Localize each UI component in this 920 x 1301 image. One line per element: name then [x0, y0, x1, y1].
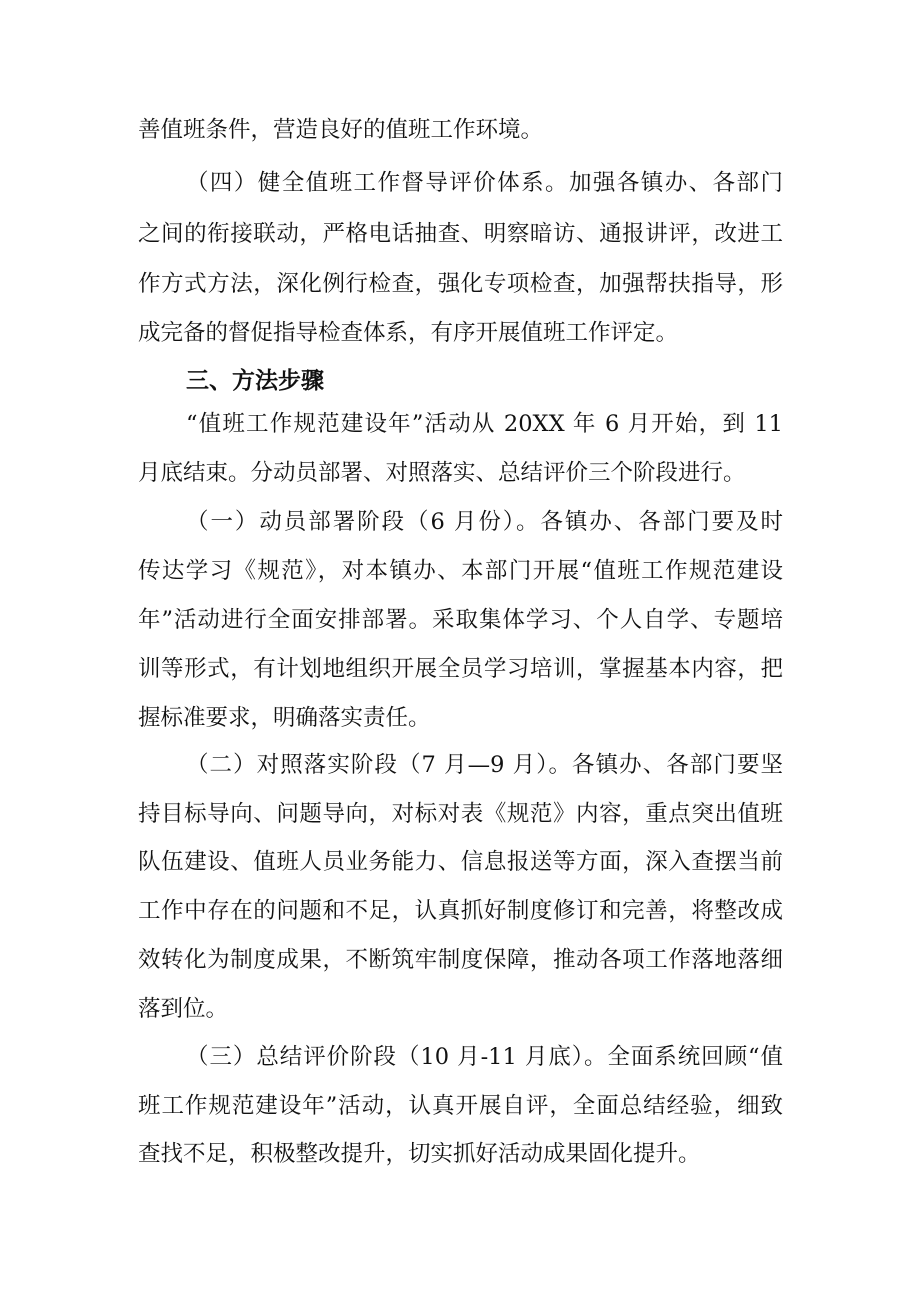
- paragraph-line: 月底结束。分动员部署、对照落实、总结评价三个阶段进行。: [138, 460, 746, 486]
- paragraph-line: （一）动员部署阶段（6 月份）。各镇办、各部门要及时: [186, 509, 783, 535]
- paragraph-line: 之间的衔接联动，严格电话抽查、明察暗访、通报讲评，改进工: [138, 221, 783, 247]
- paragraph-line: 传达学习《规范》，对本镇办、本部门开展“值班工作规范建设: [138, 558, 783, 584]
- paragraph-line: 效转化为制度成果，不断筑牢制度保障，推动各项工作落地落细: [138, 947, 783, 973]
- paragraph-line: （三）总结评价阶段（10 月-11 月底）。全面系统回顾“值: [186, 1044, 783, 1070]
- paragraph-line: 训等形式，有计划地组织开展全员学习培训，掌握基本内容，把: [138, 656, 783, 682]
- paragraph-line: 持目标导向、问题导向，对标对表《规范》内容，重点突出值班: [138, 801, 783, 827]
- paragraph-line: （二）对照落实阶段（7 月—9 月）。各镇办、各部门要坚: [186, 752, 783, 778]
- paragraph-line: 班工作规范建设年”活动，认真开展自评，全面总结经验，细致: [138, 1093, 783, 1119]
- paragraph-line: 工作中存在的问题和不足，认真抓好制度修订和完善，将整改成: [138, 898, 783, 924]
- paragraph-line: （四）健全值班工作督导评价体系。加强各镇办、各部门: [186, 170, 783, 196]
- paragraph-line: 落到位。: [138, 996, 229, 1022]
- paragraph-line: 握标准要求，明确落实责任。: [138, 705, 431, 731]
- paragraph-line: 查找不足，积极整改提升，切实抓好活动成果固化提升。: [138, 1141, 701, 1167]
- paragraph-line: 善值班条件，营造良好的值班工作环境。: [138, 117, 544, 143]
- paragraph-line: 成完备的督促指导检查体系，有序开展值班工作评定。: [138, 320, 679, 346]
- section-heading: 三、方法步骤: [186, 368, 324, 394]
- paragraph-line: 队伍建设、值班人员业务能力、信息报送等方面，深入查摆当前: [138, 849, 783, 875]
- paragraph-line: 年”活动进行全面安排部署。采取集体学习、个人自学、专题培: [138, 607, 783, 633]
- paragraph-line: “值班工作规范建设年”活动从 20XX 年 6 月开始，到 11: [186, 411, 783, 437]
- paragraph-line: 作方式方法，深化例行检查，强化专项检查，加强帮扶指导，形: [138, 271, 783, 297]
